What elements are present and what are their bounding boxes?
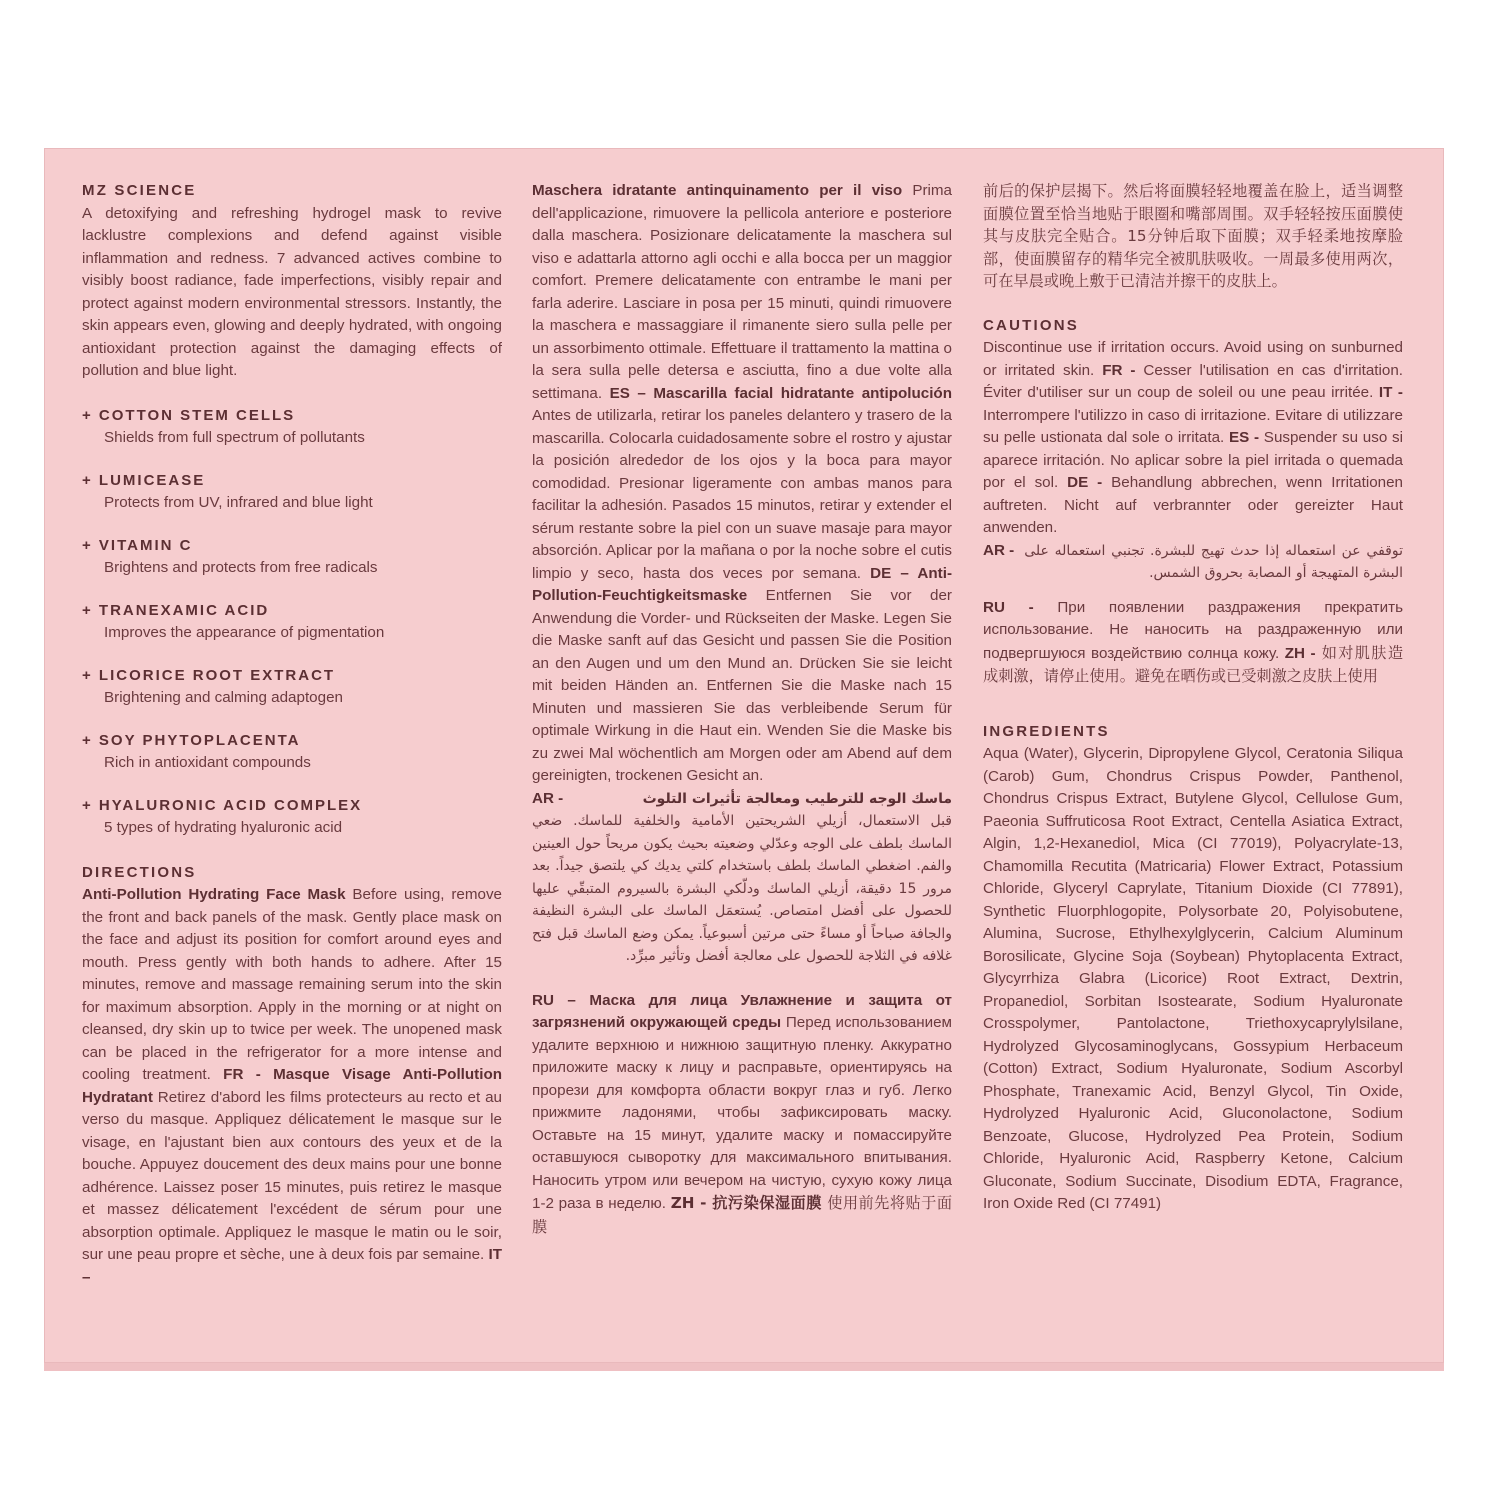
ar-caution: توقفي عن استعماله إذا حدث تهيج للبشرة. تجنبي استعماله على البشرة المتهيجة أو المصابة بحروق الشمس.: [1024, 542, 1403, 581]
ru-label: RU -: [983, 598, 1034, 616]
column-left: [82, 180, 502, 1289]
cautions-heading: CAUTIONS: [983, 316, 1079, 334]
directions-multilang: [532, 180, 952, 788]
ru-text: Перед использованием удалите верхнюю и нижнюю защитную пленку. Аккуратно приложите маску к лицу и расправьте, ориентируясь на прорези для комфорта области вокруг глаз и губ. Легко прижмите ладонями, чтобы зафиксировать маску. Оставьте на 15 минут, удалите маску и помассируйте оставшуюся сыворотку для максимального впитывания. Наносить утром или вечером на чистую, сухую кожу лица 1-2 раза в неделю.: [532, 1014, 952, 1212]
es-text: Suspender su uso si aparece irritación. No aplicar sobre la piel irritada o quemada por el sol.: [983, 429, 1404, 491]
zh-text: 如对肌肤造成刺激，请停止使用。避免在晒伤或已受刺激之皮肤上使用: [983, 643, 1404, 685]
dir-it-label: IT –: [82, 1246, 502, 1286]
brand-heading: MZ SCIENCE: [82, 182, 197, 199]
column-middle: [532, 180, 952, 1239]
de-label: DE -: [1067, 474, 1103, 491]
active-item: [82, 405, 502, 450]
active-item: [82, 730, 502, 775]
zh-title: ZH - 抗污染保湿面膜: [670, 1194, 822, 1212]
es-title: ES – Mascarilla facial hidratante antipolución: [609, 384, 952, 402]
active-desc: Brightening and calming adaptogen: [104, 689, 343, 706]
ar-label: AR -: [983, 541, 1015, 559]
package-edge: [44, 1363, 1444, 1371]
ingredients-text: Aqua (Water), Glycerin, Dipropylene Glycol, Ceratonia Siliqua (Carob) Gum, Chondrus Crispus Powder, Panthenol, Chondrus Crispus Extract, Butylene Glycol, Cellulose Gum, Paeonia Suffruticosa Root Extract, Centella Asiatica Extract, Algin, 1,2-Hexanediol, Mica (CI 77019), Polyacrylate-13, Chamomilla Recutita (Matricaria) Flower Extract, Potassium Chloride, Glyceryl Caprylate, Titanium Dioxide (CI 77891), Synthetic Fluorphlogopite, Polysorbate 20, Polyisobutene, Alumina, Sucrose, Ethylhexylglycerin, Calcium Aluminum Borosilicate, Glycine Soja (Soybean) Phytoplacenta Extract, Glycyrrhiza Glabra (Licorice) Root Extract, Dextrin, Propanediol, Sorbitan Isostearate, Sodium Hyaluronate Crosspolymer, Pantolactone, Triethoxycaprylylsilane, Hydrolyzed Glycosaminoglycans, Gossypium Herbaceum (Cotton) Extract, Sodium Hyaluronate, Sodium Ascorbyl Phosphate, Tranexamic Acid, Benzyl Glycol, Tin Oxide, Hydrolyzed Hyaluronic Acid, Gluconolactone, Sodium Benzoate, Glucose, Hydrolyzed Pea Protein, Sodium Chloride, Hyaluronic Acid, Raspberry Ketone, Calcium Gluconate, Sodium Succinate, Disodium EDTA, Fragrance, Iron Oxide Red (CI 77491): [983, 745, 1403, 1212]
column-right: [983, 180, 1403, 1216]
active-title: + LICORICE ROOT EXTRACT: [82, 666, 336, 684]
fr-label: FR -: [1102, 361, 1136, 379]
active-item: [82, 795, 502, 840]
zh-text: 使用前先将贴于面膜: [532, 1194, 953, 1236]
it-title: Maschera idratante antinquinamento per il viso: [532, 182, 903, 199]
es-label: ES -: [1228, 429, 1260, 446]
directions-text: [82, 884, 502, 1289]
active-title: + TRANEXAMIC ACID: [82, 601, 270, 619]
active-title: + LUMICEASE: [82, 471, 206, 489]
active-title: + HYALURONIC ACID COMPLEX: [82, 796, 363, 814]
cautions-text: [983, 337, 1403, 540]
active-desc: Shields from full spectrum of pollutants: [104, 429, 365, 446]
active-item: [82, 535, 502, 580]
de-title: DE – Anti-Pollution-Feuchtigkeitsmaske: [532, 564, 953, 604]
de-text: Behandlung abbrechen, wenn Irritationen auftreten. Nicht auf verbrannter oder gereizter Haut anwenden.: [983, 474, 1403, 536]
de-text: Entfernen Sie vor der Anwendung die Vorder- und Rückseiten der Maske. Legen Sie die Maske sanft auf das Gesicht und passen Sie die Position an den Augen und um den Mund an. Drücken Sie sie leicht mit beiden Händen an. Entfernen Sie die Maske nach 15 Minuten und massieren Sie das verbleibende Serum für optimale Wirkung in die Haut ein. Wenden Sie die Maske bis zu zwei Mal wöchentlich am Morgen oder am Abend auf dem gereinigten, trockenen Gesicht an.: [532, 587, 952, 784]
fr-text: Cesser l'utilisation en cas d'irritation. Éviter d'utiliser sur un coup de soleil ou une peau irritée.: [983, 361, 1403, 401]
active-title: + VITAMIN C: [82, 536, 193, 554]
ar-title: ماسك الوجه للترطيب ومعالجة تأثيرات التلوث: [642, 790, 952, 807]
ar-label: AR -: [532, 789, 564, 807]
zh-label: ZH -: [1284, 644, 1316, 662]
dir-fr: Retirez d'abord les films protecteurs au recto et au verso du masque. Appliquez délicatement le masque sur le visage, en l'ajustant bien aux contours des yeux et de la bouche. Appuyez doucement des deux mains pour une bonne adhérence. Laissez poser 15 minutes, puis retirez le masque et massez délicatement l'excédent de sérum pour une absorption optimale. Appliquez le masque le matin ou le soir, sur une peau propre et sèche, une à deux fois par semaine.: [82, 1088, 502, 1263]
ru-zh-text: [532, 990, 952, 1240]
ru-text: При появлении раздражения прекратить использование. Не наносить на раздраженную или подвергшуюся воздействию солнца кожу.: [983, 598, 1403, 662]
active-title: + SOY PHYTOPLACENTA: [82, 731, 301, 749]
ar-heading-row: [532, 788, 952, 811]
dir-en: Before using, remove the front and back panels of the mask. Gently place mask on the face and adjust its position for comfort around eyes and mouth. Press gently with both hands to adhere. After 15 minutes, remove and massage remaining serum into the skin for maximum absorption. Apply in the morning or at night on cleansed, dry skin up to twice per week. The unopened mask can be placed in the refrigerator for a more intense and cooling treatment.: [82, 886, 503, 1083]
directions-heading: DIRECTIONS: [82, 863, 197, 881]
active-desc: 5 types of hydrating hyaluronic acid: [104, 819, 343, 836]
active-item: [82, 600, 502, 645]
active-desc: Protects from UV, infrared and blue light: [104, 494, 373, 511]
active-desc: Brightens and protects from free radicals: [104, 559, 378, 576]
active-desc: Rich in antioxidant compounds: [104, 754, 311, 771]
ingredients-heading: INGREDIENTS: [983, 722, 1110, 740]
it-text: Prima dell'applicazione, rimuovere la pellicola anteriore e posteriore dalla maschera. Posizionare delicatamente la maschera sul viso e adattarla attorno agli occhi e alla bocca per un maggior comfort. Premere delicatamente con entrambe le mani per farla aderire. Lasciare in posa per 15 minuti, quindi rimuovere la maschera e massaggiare il rimanente siero sulla pelle per un assorbimento ottimale. Effettuare il trattamento la mattina o la sera sulla pelle detersa e asciutta, fino a due volte alla settimana.: [532, 182, 952, 402]
ru-title: RU – Маска для лица Увлажнение и защита от загрязнений окружающей среды: [532, 991, 952, 1031]
dir-en-title: Anti-Pollution Hydrating Face Mask: [82, 886, 346, 903]
ar-caution-row: [983, 540, 1403, 585]
ar-text: قبل الاستعمال، أزيلي الشريحتين الأمامية والخلفية للماسك. ضعي الماسك بلطف على الوجه وعدّلي وضعيته بحيث يكون مريحاً حول العينين والفم. اضغطي الماسك بلطف باستخدام كلتي يديك كي يلتصق جيداً. بعد مرور 15 دقيقة، أزيلي الماسك ودلّكي البشرة بالسيروم المتبقّي عليها للحصول على أفضل امتصاص. يُستعمَل الماسك على البشرة النظيفة والجافة صباحاً أو مساءً حتى مرتين أسبوعياً. يمكن وضع الماسك قبل فتح غلافه في الثلاجة للحصول على معالجة أفضل وتأثير مبرِّد.: [532, 813, 952, 964]
intro-text: A detoxifying and refreshing hydrogel mask to revive lacklustre complexions and defend against visible inflammation and redness. 7 advanced actives combine to visibly boost radiance, fade imperfections, visibly repair and protect against modern environmental stressors. Instantly, the skin appears even, glowing and deeply hydrated, with ongoing antioxidant protection against the damaging effects of pollution and blue light.: [82, 204, 502, 379]
it-label: IT -: [1378, 384, 1403, 401]
active-item: [82, 665, 502, 710]
active-item: [82, 470, 502, 515]
ru-zh-caution: [983, 597, 1403, 689]
active-desc: Improves the appearance of pigmentation: [104, 624, 385, 641]
es-text: Antes de utilizarla, retirar los paneles delantero y trasero de la mascarilla. Colocarla cuidadosamente sobre el rostro y ajustar la posición alrededor de los ojos y la boca para mayor comodidad. Presionar ligeramente con ambas manos para facilitar la adhesión. Pasados 15 minutos, retirar y extender el sérum restante sobre la piel con un suave masaje para mayor absorción. Aplicar por la mañana o por la noche sobre el cutis limpio y seco, hasta dos veces por semana.: [532, 407, 952, 582]
dir-fr-title: FR - Masque Visage Anti-Pollution Hydratant: [82, 1066, 502, 1106]
zh-continued: 前后的保护层揭下。然后将面膜轻轻地覆盖在脸上，适当调整面膜位置至恰当地贴于眼圈和嘴部周围。双手轻轻按压面膜使其与皮肤完全贴合。15分钟后取下面膜；双手轻柔地按摩脸部，使面膜留存的精华完全被肌肤吸收。一周最多使用两次，可在早晨或晚上敷于已清洁并擦干的皮肤上。: [983, 182, 1403, 290]
active-title: + COTTON STEM CELLS: [82, 406, 296, 424]
cautions-en: Discontinue use if irritation occurs. Avoid using on sunburned or irritated skin.: [983, 339, 1403, 379]
it-text: Interrompere l'utilizzo in caso di irritazione. Evitare di utilizzare su pelle ustionata dal sole o irritata.: [983, 406, 1403, 446]
